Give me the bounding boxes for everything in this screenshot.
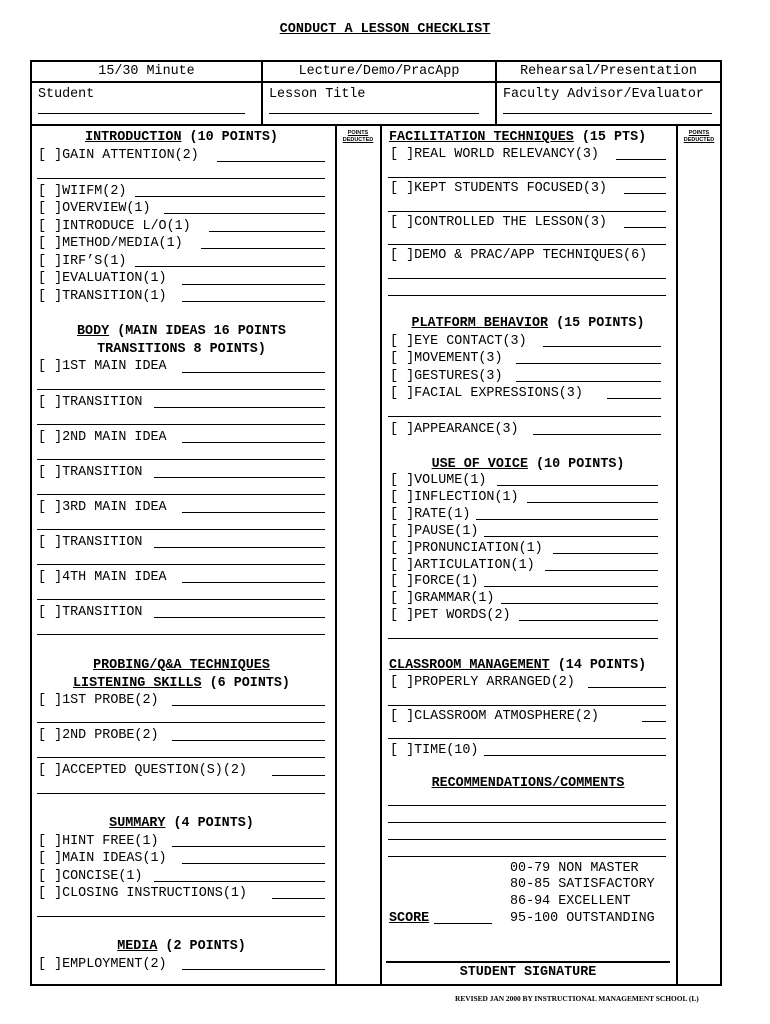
- blank-line: [388, 416, 661, 417]
- checklist-item[interactable]: [ ]GESTURES(3): [390, 369, 503, 384]
- blank-line: [182, 284, 325, 285]
- blank-line: [545, 570, 658, 571]
- blank-line: [388, 705, 666, 706]
- header-table: [30, 60, 722, 126]
- blank-line: [543, 346, 661, 347]
- blank-line: [484, 755, 666, 756]
- blank-line: [388, 278, 666, 279]
- checklist-item[interactable]: [ ]1ST MAIN IDEA: [38, 359, 167, 374]
- checklist-item[interactable]: [ ]INFLECTION(1): [390, 490, 519, 505]
- grade-scale-item: 00-79 NON MASTER: [510, 861, 639, 876]
- checklist-item[interactable]: [ ]2ND MAIN IDEA: [38, 430, 167, 445]
- checklist-item[interactable]: [ ]TRANSITION: [38, 395, 143, 410]
- checklist-item[interactable]: [ ]IRF’S(1): [38, 254, 127, 269]
- blank-line: [553, 553, 658, 554]
- comment-line[interactable]: [388, 822, 666, 823]
- checklist-item[interactable]: [ ]MOVEMENT(3): [390, 351, 503, 366]
- lesson-title-field[interactable]: [269, 113, 479, 114]
- blank-line: [182, 863, 325, 864]
- blank-line: [135, 266, 325, 267]
- blank-line: [172, 705, 325, 706]
- header-col-duration: [32, 62, 263, 124]
- blank-line: [37, 494, 325, 495]
- duration-title: 15/30 Minute: [32, 62, 261, 83]
- points-deducted-label-right: POINTS DEDUCTED: [683, 130, 715, 143]
- blank-line: [37, 793, 325, 794]
- signature-label: STUDENT SIGNATURE: [459, 965, 597, 980]
- summary-heading: SUMMARY (4 POINTS): [109, 816, 254, 831]
- comment-line[interactable]: [388, 839, 666, 840]
- blank-line: [154, 881, 325, 882]
- blank-line: [272, 898, 325, 899]
- checklist-item[interactable]: [ ]INTRODUCE L/O(1): [38, 219, 191, 234]
- blank-line: [272, 775, 325, 776]
- voice-heading: USE OF VOICE (10 POINTS): [431, 457, 625, 472]
- checklist-item[interactable]: [ ]METHOD/MEDIA(1): [38, 236, 183, 251]
- blank-line: [476, 519, 658, 520]
- blank-line: [201, 248, 325, 249]
- lesson-title-label: Lesson Title: [269, 87, 366, 102]
- checklist-item[interactable]: [ ]RATE(1): [390, 507, 471, 522]
- header-col-type: [263, 62, 497, 124]
- blank-line: [527, 502, 658, 503]
- blank-line: [154, 617, 325, 618]
- lesson-type-title: Lecture/Demo/PracApp: [263, 62, 495, 83]
- checklist-item[interactable]: [ ]PROPERLY ARRANGED(2): [390, 675, 575, 690]
- checklist-item[interactable]: [ ]ARTICULATION(1): [390, 558, 535, 573]
- score-label: SCORE: [389, 911, 430, 926]
- blank-line: [37, 564, 325, 565]
- blank-line: [516, 363, 661, 364]
- blank-line: [37, 178, 325, 179]
- checklist-item[interactable]: [ ]TRANSITION(1): [38, 289, 167, 304]
- blank-line: [135, 196, 325, 197]
- revision-footer: REVISED JAN 2000 BY INSTRUCTIONAL MANAGEMENT SCHOOL (L): [455, 994, 699, 1003]
- blank-line: [182, 372, 325, 373]
- blank-line: [37, 722, 325, 723]
- blank-line: [624, 193, 666, 194]
- blank-line: [37, 599, 325, 600]
- checklist-item[interactable]: [ ]FACIAL EXPRESSIONS(3): [390, 386, 583, 401]
- blank-line: [519, 620, 658, 621]
- blank-line: [37, 757, 325, 758]
- blank-line: [616, 159, 666, 160]
- checklist-item[interactable]: [ ]WIIFM(2): [38, 184, 127, 199]
- blank-line: [516, 381, 661, 382]
- body-heading: BODY (MAIN IDEAS 16 POINTS: [77, 324, 286, 339]
- comment-line[interactable]: [388, 856, 666, 857]
- blank-line: [164, 213, 325, 214]
- blank-line: [533, 434, 661, 435]
- introduction-heading: INTRODUCTION (10 POINTS): [85, 130, 278, 145]
- checklist-item[interactable]: [ ]ACCEPTED QUESTION(S)(2): [38, 763, 247, 778]
- blank-line: [497, 485, 658, 486]
- blank-line: [37, 529, 325, 530]
- checklist-item[interactable]: [ ]PRONUNCIATION(1): [390, 541, 543, 556]
- blank-line: [37, 459, 325, 460]
- checklist-item[interactable]: [ ]VOLUME(1): [390, 473, 487, 488]
- checklist-item[interactable]: [ ]GRAMMAR(1): [390, 591, 495, 606]
- score-field[interactable]: [434, 923, 492, 924]
- checklist-item[interactable]: [ ]CLOSING INSTRUCTIONS(1): [38, 886, 247, 901]
- blank-line: [607, 398, 661, 399]
- listening-heading: LISTENING SKILLS (6 POINTS): [73, 676, 290, 691]
- divider: [380, 126, 382, 986]
- blank-line: [388, 211, 666, 212]
- checklist-item[interactable]: [ ]EVALUATION(1): [38, 271, 167, 286]
- body-heading-line2: TRANSITIONS 8 POINTS): [97, 342, 266, 357]
- blank-line: [182, 512, 325, 513]
- checklist-item[interactable]: [ ]EYE CONTACT(3): [390, 334, 527, 349]
- blank-line: [588, 687, 666, 688]
- blank-line: [182, 582, 325, 583]
- blank-line: [154, 547, 325, 548]
- blank-line: [484, 586, 658, 587]
- divider: [676, 126, 678, 986]
- blank-line: [37, 634, 325, 635]
- divider: [335, 126, 337, 986]
- classroom-heading: CLASSROOM MANAGEMENT (14 POINTS): [389, 658, 647, 673]
- blank-line: [209, 231, 325, 232]
- blank-line: [172, 846, 325, 847]
- blank-line: [182, 442, 325, 443]
- checklist-item[interactable]: [ ]CLASSROOM ATMOSPHERE(2): [390, 709, 599, 724]
- mode-title: Rehearsal/Presentation: [497, 62, 720, 83]
- evaluator-label: Faculty Advisor/Evaluator: [503, 87, 704, 102]
- blank-line: [37, 424, 325, 425]
- checklist-item[interactable]: [ ]EMPLOYMENT(2): [38, 957, 167, 972]
- blank-line: [388, 177, 666, 178]
- blank-line: [388, 638, 658, 639]
- blank-line: [501, 603, 658, 604]
- checklist-item[interactable]: [ ]TIME(10): [390, 743, 479, 758]
- grade-scale-item: 80-85 SATISFACTORY: [510, 877, 655, 892]
- blank-line: [388, 295, 666, 296]
- checklist-item[interactable]: [ ]2ND PROBE(2): [38, 728, 159, 743]
- checklist-item[interactable]: [ ]TRANSITION: [38, 535, 143, 550]
- blank-line: [172, 740, 325, 741]
- blank-line: [217, 161, 325, 162]
- blank-line: [182, 301, 325, 302]
- probing-heading: PROBING/Q&A TECHNIQUES: [93, 658, 270, 673]
- facilitation-heading: FACILITATION TECHNIQUES (15 PTS): [389, 130, 647, 145]
- checklist-item[interactable]: [ ]TRANSITION: [38, 465, 143, 480]
- recommendations-heading: RECOMMENDATIONS/COMMENTS: [431, 776, 625, 791]
- checklist-item[interactable]: [ ]3RD MAIN IDEA: [38, 500, 167, 515]
- checklist-item[interactable]: [ ]MAIN IDEAS(1): [38, 851, 167, 866]
- checklist-item[interactable]: [ ]APPEARANCE(3): [390, 422, 519, 437]
- checklist-item[interactable]: [ ]PAUSE(1): [390, 524, 479, 539]
- blank-line: [182, 969, 325, 970]
- blank-line: [37, 916, 325, 917]
- blank-line: [624, 227, 666, 228]
- blank-line: [388, 244, 666, 245]
- comment-line[interactable]: [388, 805, 666, 806]
- checklist-item[interactable]: [ ]KEPT STUDENTS FOCUSED(3): [390, 181, 607, 196]
- checklist-item[interactable]: [ ]1ST PROBE(2): [38, 693, 159, 708]
- points-deducted-label-left: POINTS DEDUCTED: [342, 130, 374, 143]
- checklist-item[interactable]: [ ]GAIN ATTENTION(2): [38, 148, 199, 163]
- checklist-item[interactable]: [ ]OVERVIEW(1): [38, 201, 151, 216]
- checklist-item[interactable]: [ ]FORCE(1): [390, 574, 479, 589]
- student-field[interactable]: [38, 113, 245, 114]
- page-title: CONDUCT A LESSON CHECKLIST: [279, 22, 491, 37]
- checklist-item[interactable]: [ ]CONTROLLED THE LESSON(3): [390, 215, 607, 230]
- student-label: Student: [38, 87, 95, 102]
- checklist-item[interactable]: [ ]TRANSITION: [38, 605, 143, 620]
- signature-line[interactable]: [386, 961, 670, 963]
- checklist-item[interactable]: [ ]DEMO & PRAC/APP TECHNIQUES(6): [390, 248, 648, 263]
- checklist-item[interactable]: [ ]REAL WORLD RELEVANCY(3): [390, 147, 599, 162]
- blank-line: [642, 721, 666, 722]
- platform-heading: PLATFORM BEHAVIOR (15 POINTS): [411, 316, 645, 331]
- checklist-item[interactable]: [ ]CONCISE(1): [38, 869, 143, 884]
- grade-scale-item: 86-94 EXCELLENT: [510, 894, 631, 909]
- blank-line: [388, 738, 666, 739]
- blank-line: [154, 407, 325, 408]
- checklist-item[interactable]: [ ]HINT FREE(1): [38, 834, 159, 849]
- blank-line: [484, 536, 658, 537]
- checklist-item[interactable]: [ ]PET WORDS(2): [390, 608, 511, 623]
- media-heading: MEDIA (2 POINTS): [117, 939, 246, 954]
- grade-scale-item: 95-100 OUTSTANDING: [510, 911, 655, 926]
- header-col-mode: [497, 62, 720, 124]
- evaluator-field[interactable]: [503, 113, 712, 114]
- blank-line: [37, 389, 325, 390]
- checklist-item[interactable]: [ ]4TH MAIN IDEA: [38, 570, 167, 585]
- blank-line: [154, 477, 325, 478]
